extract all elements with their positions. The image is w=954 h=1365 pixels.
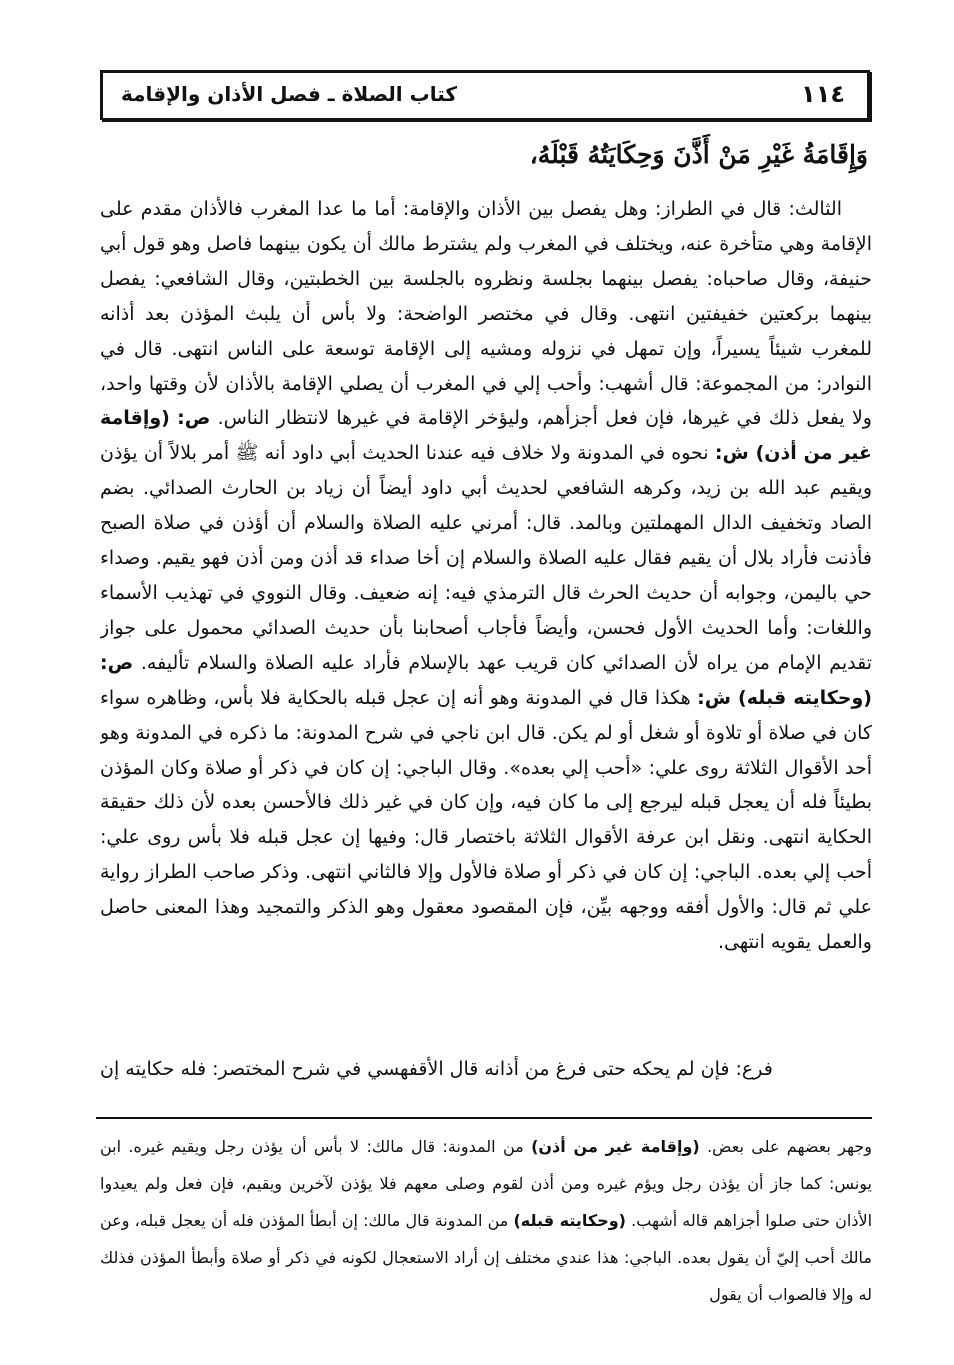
far-paragraph [100,1052,803,1087]
commentary-paragraph [100,192,872,960]
sad-marker: ص: [177,407,211,430]
footnote-block [100,1128,872,1318]
commentary-text: هكذا قال في المدونة وهو أنه إن عجل قبله بالحكاية فلا بأس، وظاهره سواء كان في صلاة أو تلاوة أو شغل أو لم يكن. قال ابن ناجي في شرح المدونة: ما ذكره في المدونة وهو أحد الأقوال الثلاثة روى علي: «أحب إلي بعده». وقال الباجي: إن كان في ذكر أو صلاة وكان المؤذن بطيئاً فله أن يعجل قبله ليرجع إلى ما كان فيه، وإن كان في غير ذلك فالأحسن بعده لأن ذلك حقيقة الحكاية انتهى. ونقل ابن عرفة الأقوال الثلاثة باختصار قال: وفيها إن عجل قبله فلا بأس روى علي: أحب إلي بعده. الباجي: إن كان في ذكر أو صلاة فالأول وإلا فالثاني انتهى. وذكر صاحب الطراز رواية علي ثم قال: والأول أفقه ووجهه بيِّن، فإن المقصود معقول وهو الذكر والتمجيد وهذا المعنى حاصل والعمل يقويه انتهى. [100,686,872,954]
running-title: كتاب الصلاة ـ فصل الأذان والإقامة [121,82,458,106]
footnote-quote: (وحكايته قبله) [513,1211,626,1230]
sad-marker: ص: [100,651,134,674]
matn-heading: وَإِقَامَةُ غَيْرِ مَنْ أَذَّنَ وَحِكَايَتُهُ قَبْلَهُ، [529,140,868,169]
footnote-text: من المدونة: قال مالك: لا بأس أن يؤذن رجل ويقيم غيره. ابن يونس: كما جاز أن يؤذن رجل ويؤم غيره ومن أذن لقوم وصلى معهم فلا يؤذن لآخرين ويقيم، فإن فعل ولم يعيدوا الأذان حتى صلوا أجزاهم قاله أشهب. [100,1137,872,1230]
page-number: ١١٤ [801,80,845,108]
footnote-text: من المدونة قال مالك: إن أبطأ المؤذن فله أن يعجل قبله، وعن مالك أحب إليّ أن يقول بعده. الباجي: هذا عندي مختلف إن أراد الاستعجال لكونه في ذكر أو صلاة وأبطأ المؤذن فذلك له وإلا فالصواب أن يقول [100,1211,872,1304]
footnote-quote: (وإقامة غير من أذن) [531,1137,700,1156]
commentary-text: فرع: فإن لم يحكه حتى فرغ من أذانه قال الأقفهسي في شرح المختصر: فله حكايته إن [100,1058,773,1081]
page-header [100,70,870,120]
commentary-body [100,192,872,1087]
footnote-paragraph [100,1128,872,1313]
matn-quote: (وإقامة غير من أذن) ش: [100,407,872,465]
commentary-text: الثالث: قال في الطراز: وهل يفصل بين الأذان والإقامة: أما ما عدا المغرب فالأذان مقدم على الإقامة وهي متأخرة عنه، ويختلف في المغرب ولم يشترط مالك أن يكون بينهما فاصل وهو قول أبي حنيفة، وقال صاحباه: يفصل بينهما بجلسة ونظروه بالجلسة بين الخطبتين، وقال الشافعي: يفصل بينهما بركعتين خفيفتين انتهى. وقال في مختصر الواضحة: ولا بأس أن يلبث المؤذن بعد أذانه للمغرب شيئاً يسيراً، وإن تمهل في نزوله ومشيه إلى الإقامة توسعة على الناس انتهى. قال في النوادر: من المجموعة: قال أشهب: وأحب إلي في المغرب أن يصلي الإقامة بالأذان لأن وقتها واحد، ولا يفعل ذلك في غيرها، فإن فعل أجزأهم، وليؤخر الإقامة في غيرها لانتظار الناس. [100,198,872,430]
commentary-text: نحوه في المدونة ولا خلاف فيه عندنا الحديث أبي داود أنه ﷺ أمر بلالاً أن يؤذن ويقيم عبد الله بن زيد، وكرهه الشافعي لحديث أبي داود أيضاً أن زياد بن الحارث الصدائي. بضم الصاد وتخفيف الدال المهملتين وبالمد. قال: أمرني عليه الصلاة والسلام أن أؤذن في صلاة الصبح فأذنت فأراد بلال أن يقيم فقال عليه الصلاة والسلام إن أخا صداء قد أذن ومن أذن فهو يقيم. وصداء حي باليمن، وجوابه أن حديث الحرث قال الترمذي فيه: إنه ضعيف. وقال النووي في تهذيب الأسماء واللغات: وأما الحديث الأول فحسن، وأيضاً فأجاب أصحابنا بأن حديث الصدائي محمول على جواز تقديم الإمام من يراه لأن الصدائي كان قريب عهد بالإسلام فأراد عليه الصلاة والسلام تأليفه. [100,442,872,674]
footnote-divider [96,1117,872,1119]
matn-quote: (وحكايته قبله) ش: [697,686,872,709]
footnote-text: وجهر بعضهم على بعض. [707,1137,872,1156]
